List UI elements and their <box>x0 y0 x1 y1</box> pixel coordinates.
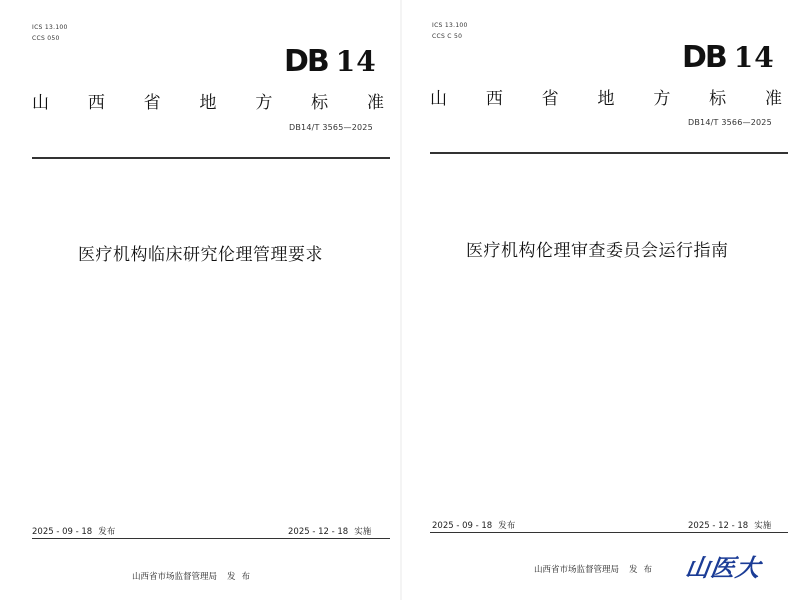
standard-type <box>430 84 782 109</box>
standard-type-char: 准 <box>764 89 782 109</box>
publish-date-value: 2025 - 09 - 18 <box>432 521 493 531</box>
standard-type-char: 地 <box>199 93 217 113</box>
standard-type-char: 西 <box>87 93 105 113</box>
standard-cover-right <box>402 0 800 600</box>
publish-label: 发布 <box>98 527 116 537</box>
ics-code: ICS 13.100 <box>432 22 468 29</box>
standard-number: DB14/T 3565—2025 <box>289 123 373 132</box>
db-mark <box>284 44 377 79</box>
standard-type <box>32 88 384 113</box>
implement-date-value: 2025 - 12 - 18 <box>688 521 749 531</box>
issuer-action: 发布 <box>227 572 257 582</box>
standard-type-char: 准 <box>366 93 384 113</box>
header-rule <box>430 152 788 154</box>
standard-type-char: 山 <box>430 89 447 109</box>
issuer-name: 山西省市场监督管理局 <box>534 565 620 575</box>
implement-date <box>288 525 371 537</box>
header-rule <box>32 157 390 159</box>
standard-type-char: 省 <box>143 93 161 113</box>
db-number: 14 <box>335 45 377 78</box>
publish-label: 发布 <box>498 521 516 531</box>
issuer <box>132 570 256 582</box>
standard-type-char: 标 <box>709 89 727 109</box>
classification-codes <box>432 20 468 42</box>
document-title: 医疗机构伦理审查委员会运行指南 <box>466 241 729 261</box>
document-title: 医疗机构临床研究伦理管理要求 <box>78 245 323 265</box>
ccs-code: CCS C 50 <box>432 33 463 40</box>
db-prefix: DB <box>284 44 328 79</box>
implement-date <box>688 519 771 531</box>
standard-type-char: 标 <box>311 93 329 113</box>
publish-date <box>32 525 115 537</box>
watermark-logo: 山医大 <box>683 553 763 582</box>
classification-codes <box>32 22 68 44</box>
issuer <box>534 563 658 575</box>
db-prefix: DB <box>682 40 726 75</box>
standard-type-char: 省 <box>541 89 559 109</box>
standard-type-char: 方 <box>653 89 671 109</box>
issuer-name: 山西省市场监督管理局 <box>132 572 218 582</box>
standard-type-char: 地 <box>597 89 615 109</box>
ics-code: ICS 13.100 <box>32 24 68 31</box>
standard-type-char: 山 <box>32 93 49 113</box>
issuer-action: 发布 <box>629 565 659 575</box>
standard-number: DB14/T 3566—2025 <box>688 118 772 127</box>
db-number: 14 <box>733 41 775 74</box>
publish-date <box>432 519 515 531</box>
implement-label: 实施 <box>754 521 772 531</box>
publish-date-value: 2025 - 09 - 18 <box>32 527 93 537</box>
implement-label: 实施 <box>354 527 372 537</box>
standard-type-char: 方 <box>255 93 273 113</box>
footer-rule <box>32 538 390 539</box>
footer-rule <box>430 532 788 533</box>
standard-type-char: 西 <box>485 89 503 109</box>
db-mark <box>682 40 775 75</box>
ccs-code: CCS 050 <box>32 35 60 42</box>
implement-date-value: 2025 - 12 - 18 <box>288 527 349 537</box>
